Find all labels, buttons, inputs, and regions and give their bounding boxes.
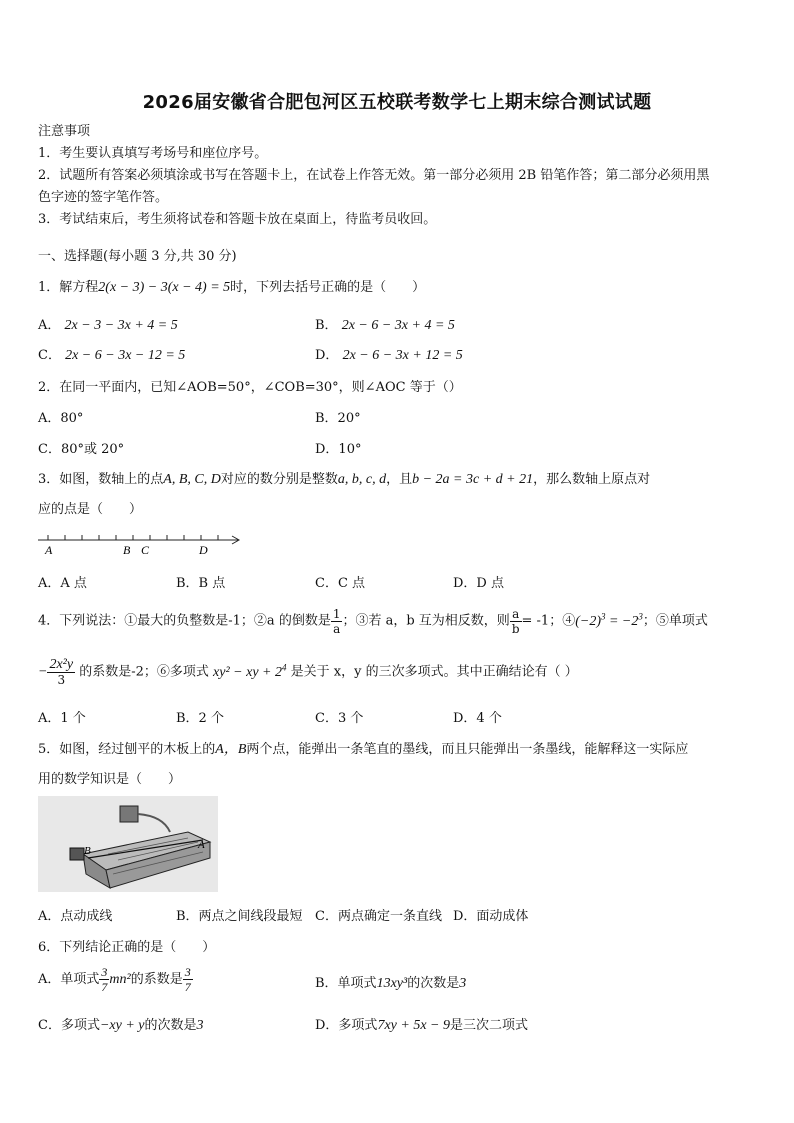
q3-post: ，那么数轴上原点对	[533, 472, 651, 487]
notice-item-2-cont: 色字迹的签字笔作答。	[38, 190, 169, 205]
q4-polynomial: xy² − xy + $2^4$	[213, 662, 287, 680]
q2-stem: 2．在同一平面内，已知∠AOB=50°，∠COB=30°，则∠AOC 等于（）	[38, 380, 462, 395]
q4-option-d[interactable]: D．4 个	[453, 711, 502, 726]
hand-b-shape	[70, 848, 84, 860]
q1-d-label: D．	[315, 348, 339, 363]
wood-board-photo	[38, 796, 218, 892]
q4-s5: 的系数是-2；⑥多项式	[79, 664, 209, 680]
q3-option-c[interactable]: C．C 点	[315, 576, 366, 591]
q2-option-a[interactable]: A．80°	[38, 411, 84, 426]
q6-b-post: 的次数是	[407, 976, 460, 991]
q1-a-label: A．	[38, 318, 61, 333]
q6-d-expr: 7xy + 5x − 9	[377, 1018, 450, 1033]
axis-label-d: D	[199, 543, 208, 557]
q1-b-expr: 2x − 6 − 3x + 4 = 5	[341, 318, 455, 333]
q1-c-expr: 2x − 6 − 3x − 12 = 5	[65, 348, 186, 363]
q1-d-expr: 2x − 6 − 3x + 12 = 5	[342, 348, 463, 363]
q3-points: A, B, C, D	[163, 472, 221, 487]
q6-c-post: 的次数是	[144, 1018, 197, 1033]
q1-option-d[interactable]	[315, 344, 463, 364]
q6-a-mid: 的系数是	[130, 972, 183, 987]
q3-option-b[interactable]: B．B 点	[176, 576, 226, 591]
q1-b-label: B．	[315, 318, 338, 333]
q4-stem-line1	[38, 600, 708, 638]
q4-frac-a-over-b: $\frac{a}{b}$	[511, 606, 520, 636]
q6-d-post: 是三次二项式	[449, 1018, 528, 1033]
notice-item-2: 2．试题所有答案必须填涂或书写在答题卡上，在试卷上作答无效。第一部分必须用 2B 铅笔作答；第二部分必须用黑	[38, 168, 710, 183]
q3-pre: 3．如图，数轴上的点	[38, 472, 164, 487]
q6-option-c[interactable]	[38, 1014, 204, 1034]
q4-s1: 4．下列说法：①最大的负整数是-1；②a 的倒数是	[38, 613, 331, 629]
q1-c-label: C．	[38, 348, 61, 363]
q4-option-c[interactable]: C．3 个	[315, 711, 364, 726]
q5-option-b[interactable]: B．两点之间线段最短	[176, 909, 303, 924]
q4-neg: −	[38, 664, 48, 680]
q5-line1: 5．如图，经过刨平的木板上的	[38, 742, 216, 757]
q3-stem	[38, 468, 650, 488]
number-line-figure	[38, 528, 248, 558]
page-title: 2026届安徽省合肥包河区五校联考数学七上期末综合测试试题	[142, 92, 652, 113]
q6-option-d[interactable]	[315, 1014, 528, 1034]
q4-frac-monomial: $\frac{\text{2x²y}}{3}$	[49, 656, 74, 687]
notice-item-3: 3．考试结束后，考生须将试卷和答题卡放在桌面上，待监考员收回。	[38, 212, 437, 227]
q1-pre: 1．解方程	[38, 280, 99, 295]
q2-option-c[interactable]: C．80°或 20°	[38, 442, 125, 457]
q1-equation: 2(x − 3) − 3(x − 4) = 5	[98, 280, 231, 295]
q6-a-monomial: mn²	[109, 972, 131, 987]
axis-label-a: A	[45, 543, 53, 557]
photo-label-b: B	[84, 845, 91, 857]
q3-mid: 对应的数分别是整数	[220, 472, 338, 487]
photo-label-a: A	[198, 839, 205, 851]
q3-vars: a, b, c, d	[337, 472, 387, 487]
q6-a-coef-frac: $\frac{3}{7}$	[101, 965, 108, 994]
q4-expr-4: $(-2)^3 = -2^3$	[575, 611, 643, 629]
q6-a-pre: A．单项式	[38, 972, 100, 987]
q4-s6: 是关于 x，y 的三次多项式。其中正确结论有（ ）	[290, 664, 578, 680]
q3-option-a[interactable]: A．A 点	[38, 576, 87, 591]
q6-a-value-frac: $\frac{3}{7}$	[184, 965, 191, 994]
q1-option-a[interactable]	[38, 314, 178, 334]
q1-option-c[interactable]	[38, 344, 185, 364]
q6-c-expr: −xy + y	[99, 1018, 145, 1033]
q3-stem-cont: 应的点是（ ）	[38, 502, 143, 517]
q5-option-c[interactable]: C．两点确定一条直线	[315, 909, 442, 924]
q5-option-a[interactable]: A．点动成线	[38, 909, 113, 924]
q6-c-pre: C．多项式	[38, 1018, 100, 1033]
q4-frac-1-over-a: $\frac{1}{a}$	[332, 606, 341, 636]
q6-d-pre: D．多项式	[315, 1018, 378, 1033]
q5-points: A，B	[215, 742, 247, 757]
q2-option-d[interactable]: D．10°	[315, 442, 362, 457]
ink-box-shape	[120, 806, 138, 822]
notice-heading: 注意事项	[38, 124, 91, 139]
q6-b-expr: 13xy³	[376, 976, 408, 991]
q1-option-b[interactable]	[315, 314, 455, 334]
q2-option-b[interactable]: B．20°	[315, 411, 361, 426]
q5-line1b: 两个点，能弹出一条笔直的墨线，而且只能弹出一条墨线，能解释这一实际应	[246, 742, 689, 757]
q1-a-expr: 2x − 3 − 3x + 4 = 5	[64, 318, 178, 333]
q4-s3: = -1；④	[521, 613, 576, 629]
q3-equation: b − 2a = 3c + d + 21	[412, 472, 534, 487]
axis-label-b: B	[123, 543, 131, 557]
q6-option-b[interactable]	[315, 972, 466, 992]
section-heading: 一、选择题(每小题 3 分,共 30 分)	[38, 249, 237, 264]
q6-c-val: 3	[196, 1018, 204, 1033]
q4-option-b[interactable]: B．2 个	[176, 711, 224, 726]
q6-stem: 6．下列结论正确的是（ ）	[38, 940, 216, 955]
q4-option-a[interactable]: A．1 个	[38, 711, 86, 726]
number-line-ticks	[48, 535, 218, 540]
q3-mid2: ，且	[386, 472, 413, 487]
q6-b-pre: B．单项式	[315, 976, 377, 991]
q6-option-a[interactable]	[38, 962, 193, 998]
q1-post: 时，下列去括号正确的是（ ）	[230, 280, 426, 295]
q5-stem-cont: 用的数学知识是（ ）	[38, 772, 182, 787]
q5-stem	[38, 738, 688, 758]
notice-item-1: 1．考生要认真填写考场号和座位序号。	[38, 146, 268, 161]
axis-label-c: C	[141, 543, 150, 557]
q4-s2: ；③若 a，b 互为相反数，则	[342, 613, 510, 629]
q4-s4: ；⑤单项式	[642, 613, 708, 629]
q4-stem-line2	[38, 650, 578, 690]
q1-stem	[38, 276, 425, 296]
q3-option-d[interactable]: D．D 点	[453, 576, 504, 591]
q6-b-val: 3	[459, 976, 467, 991]
q5-option-d[interactable]: D．面动成体	[453, 909, 529, 924]
